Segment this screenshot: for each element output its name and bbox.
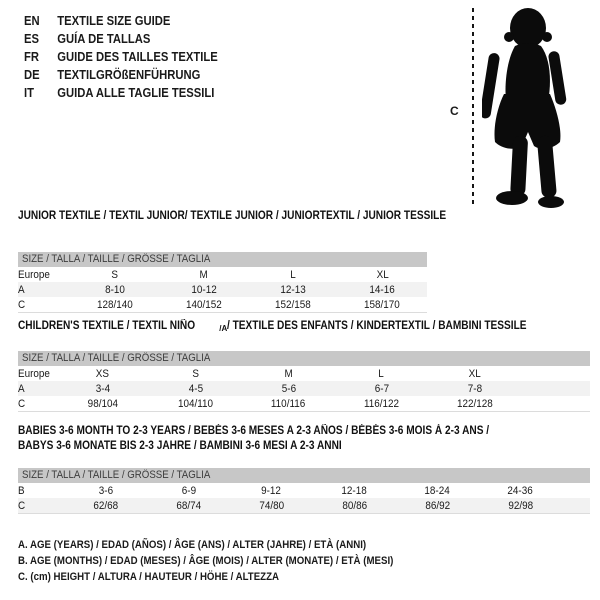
table-cell-text: 74/80 <box>259 499 284 512</box>
language-row <box>24 48 218 66</box>
table-title-line2-text: BABYS 3-6 MONATE BIS 2-3 JAHRE / BAMBINI 3-6 MESI A 2-3 ANNI <box>18 440 342 452</box>
table-cell <box>149 396 242 412</box>
table-cell-text: 116/122 <box>363 397 400 410</box>
size-header-bar <box>18 351 590 366</box>
table-cell <box>479 498 562 514</box>
table-cell <box>56 396 149 412</box>
language-title: GUIDE DES TAILLES TEXTILE <box>57 50 218 64</box>
table-cell <box>64 483 147 498</box>
table-cell <box>147 483 230 498</box>
table-title-junior <box>18 210 447 238</box>
height-dotted-line <box>472 8 474 208</box>
table-cell <box>149 381 242 396</box>
size-header-text: SIZE / TALLA / TAILLE / GRÖSSE / TAGLIA <box>22 352 211 364</box>
row-label-text: C <box>18 499 26 512</box>
table-cell-text: 140/152 <box>185 298 222 311</box>
row-label <box>18 297 70 313</box>
table-cell-text: 104/110 <box>177 397 214 410</box>
baby-silhouette-shape <box>482 8 567 208</box>
table-title-line2 <box>18 440 590 453</box>
table-cell-text: 158/170 <box>364 298 401 311</box>
size-header-bar <box>18 468 590 483</box>
size-header-bar <box>18 252 427 267</box>
junior-size-table <box>18 267 427 313</box>
row-label-text: Europe <box>18 367 50 380</box>
table-cell <box>70 267 159 282</box>
row-label <box>18 282 70 297</box>
table-cell-text: XS <box>95 367 110 380</box>
table-spacer <box>521 366 590 381</box>
table-cell-text: 7-8 <box>467 382 482 395</box>
table-cell <box>479 483 562 498</box>
children-size-table <box>18 366 590 412</box>
table-cell-text: 3-4 <box>95 382 110 395</box>
row-label <box>18 483 64 498</box>
table-cell <box>249 282 338 297</box>
table-cell-text: 9-12 <box>261 484 282 497</box>
measure-legend <box>18 537 445 585</box>
table-spacer <box>521 396 590 412</box>
table-cell-text: 6-9 <box>181 484 196 497</box>
table-row <box>18 366 590 381</box>
table-cell <box>335 366 428 381</box>
language-row <box>24 84 218 102</box>
table-cell-text: 24-36 <box>507 484 534 497</box>
table-cell <box>249 297 338 313</box>
language-title: GUÍA DE TALLAS <box>57 32 151 46</box>
table-row <box>18 483 590 498</box>
row-label <box>18 381 56 396</box>
table-cell-text: 62/68 <box>93 499 118 512</box>
table-cell-text: XL <box>376 268 389 281</box>
table-cell-text: 12-13 <box>280 283 306 296</box>
language-code: DE <box>24 68 40 82</box>
table-cell <box>338 267 427 282</box>
table-cell <box>149 366 242 381</box>
table-cell-text: L <box>378 367 385 380</box>
table-cell-text: 152/158 <box>275 298 312 311</box>
table-cell-text: 92/98 <box>508 499 533 512</box>
table-cell-text: 6-7 <box>374 382 389 395</box>
row-label-text: Europe <box>18 268 50 281</box>
table-cell <box>64 498 147 514</box>
table-cell-text: 68/74 <box>176 499 201 512</box>
table-cell-text: 5-6 <box>281 382 296 395</box>
table-cell-text: 8-10 <box>104 283 125 296</box>
row-label-text: A <box>18 382 25 395</box>
table-row <box>18 498 590 514</box>
table-cell <box>230 483 313 498</box>
table-row <box>18 282 427 297</box>
table-cell <box>313 483 396 498</box>
row-label-text: C <box>18 397 26 410</box>
table-cell-text: 10-12 <box>191 283 217 296</box>
table-cell-text: 128/140 <box>96 298 133 311</box>
table-spacer <box>562 498 590 514</box>
table-cell-text: 122/128 <box>456 397 493 410</box>
table-cell <box>396 498 479 514</box>
table-spacer <box>562 483 590 498</box>
table-cell-text: S <box>192 367 199 380</box>
table-cell <box>56 381 149 396</box>
language-row <box>24 12 218 30</box>
table-spacer <box>521 381 590 396</box>
baby-silhouette-image <box>482 6 600 210</box>
section-junior-textile <box>18 210 447 313</box>
table-cell <box>159 267 248 282</box>
table-cell <box>242 396 335 412</box>
table-title-rest: / TEXTILE DES ENFANTS / KINDERTEXTIL / BAMBINI TESSILE <box>227 320 527 332</box>
table-row <box>18 267 427 282</box>
table-cell <box>396 483 479 498</box>
row-label <box>18 267 70 282</box>
language-row <box>24 66 218 84</box>
table-cell <box>159 297 248 313</box>
table-cell <box>335 381 428 396</box>
table-cell <box>147 498 230 514</box>
section-babies-textile <box>18 425 590 514</box>
table-cell <box>242 381 335 396</box>
table-cell <box>338 297 427 313</box>
row-label <box>18 396 56 412</box>
table-cell <box>70 282 159 297</box>
table-title-text: BABIES 3-6 MONTH TO 2-3 YEARS / BEBÉS 3-6 MESES A 2-3 AÑOS / BÉBÉS 3-6 MOIS À 2-3 ANS / <box>18 425 490 437</box>
row-label <box>18 366 56 381</box>
table-cell <box>428 366 521 381</box>
height-measure-label: C <box>450 104 459 118</box>
table-cell <box>56 366 149 381</box>
table-cell-text: XL <box>468 367 481 380</box>
table-cell-text: 4-5 <box>188 382 203 395</box>
language-list <box>24 12 239 102</box>
row-label-text: A <box>18 283 25 296</box>
language-code: ES <box>24 32 40 46</box>
table-cell-text: M <box>199 268 208 281</box>
language-code: FR <box>24 50 40 64</box>
section-children-textile <box>18 320 590 412</box>
row-label <box>18 498 64 514</box>
language-code: EN <box>24 14 40 28</box>
table-title-babies <box>18 425 590 453</box>
row-label-text: C <box>18 298 26 311</box>
table-cell <box>338 282 427 297</box>
table-row <box>18 381 590 396</box>
table-row <box>18 297 427 313</box>
table-title-children <box>18 320 590 335</box>
language-title: TEXTILE SIZE GUIDE <box>57 14 171 28</box>
language-code: IT <box>24 86 34 100</box>
table-cell-text: 3-6 <box>98 484 113 497</box>
table-cell-text: 110/116 <box>271 397 306 410</box>
table-cell <box>249 267 338 282</box>
table-cell-text: 86/92 <box>425 499 450 512</box>
table-cell <box>313 498 396 514</box>
legend-line: C. (cm) HEIGHT / ALTURA / HAUTEUR / HÖHE / ALTEZZA <box>18 571 280 583</box>
language-row <box>24 30 218 48</box>
table-cell <box>335 396 428 412</box>
size-header-text: SIZE / TALLA / TAILLE / GRÖSSE / TAGLIA <box>22 469 211 481</box>
language-title: GUIDA ALLE TAGLIE TESSILI <box>57 86 215 100</box>
size-header-text: SIZE / TALLA / TAILLE / GRÖSSE / TAGLIA <box>22 253 211 265</box>
table-title-subscript: /A <box>219 324 228 333</box>
table-cell-text: M <box>284 367 293 380</box>
row-label-text: B <box>18 484 25 497</box>
table-cell-text: 80/86 <box>342 499 367 512</box>
table-cell <box>242 366 335 381</box>
table-cell-text: S <box>111 268 118 281</box>
table-cell-text: 18-24 <box>424 484 451 497</box>
legend-line: B. AGE (MONTHS) / EDAD (MESES) / ÂGE (MOIS) / ALTER (MONATE) / ETÀ (MESI) <box>18 555 394 567</box>
table-cell <box>230 498 313 514</box>
table-cell-text: 12-18 <box>341 484 368 497</box>
table-cell <box>70 297 159 313</box>
babies-size-table <box>18 483 590 514</box>
table-cell <box>428 381 521 396</box>
table-cell <box>159 282 248 297</box>
table-title-text: CHILDREN'S TEXTILE / TEXTIL NIÑO <box>18 320 196 332</box>
language-title: TEXTILGRÖßENFÜHRUNG <box>57 68 201 82</box>
table-cell-text: 14-16 <box>369 283 396 296</box>
table-cell-text: L <box>290 268 296 281</box>
table-cell-text: 98/104 <box>87 397 118 410</box>
legend-line: A. AGE (YEARS) / EDAD (AÑOS) / ÂGE (ANS) / ALTER (JAHRE) / ETÀ (ANNI) <box>18 539 367 551</box>
table-row <box>18 396 590 412</box>
table-title-text: JUNIOR TEXTILE / TEXTIL JUNIOR/ TEXTILE JUNIOR / JUNIORTEXTIL / JUNIOR TESSILE <box>18 210 447 222</box>
table-cell <box>428 396 521 412</box>
